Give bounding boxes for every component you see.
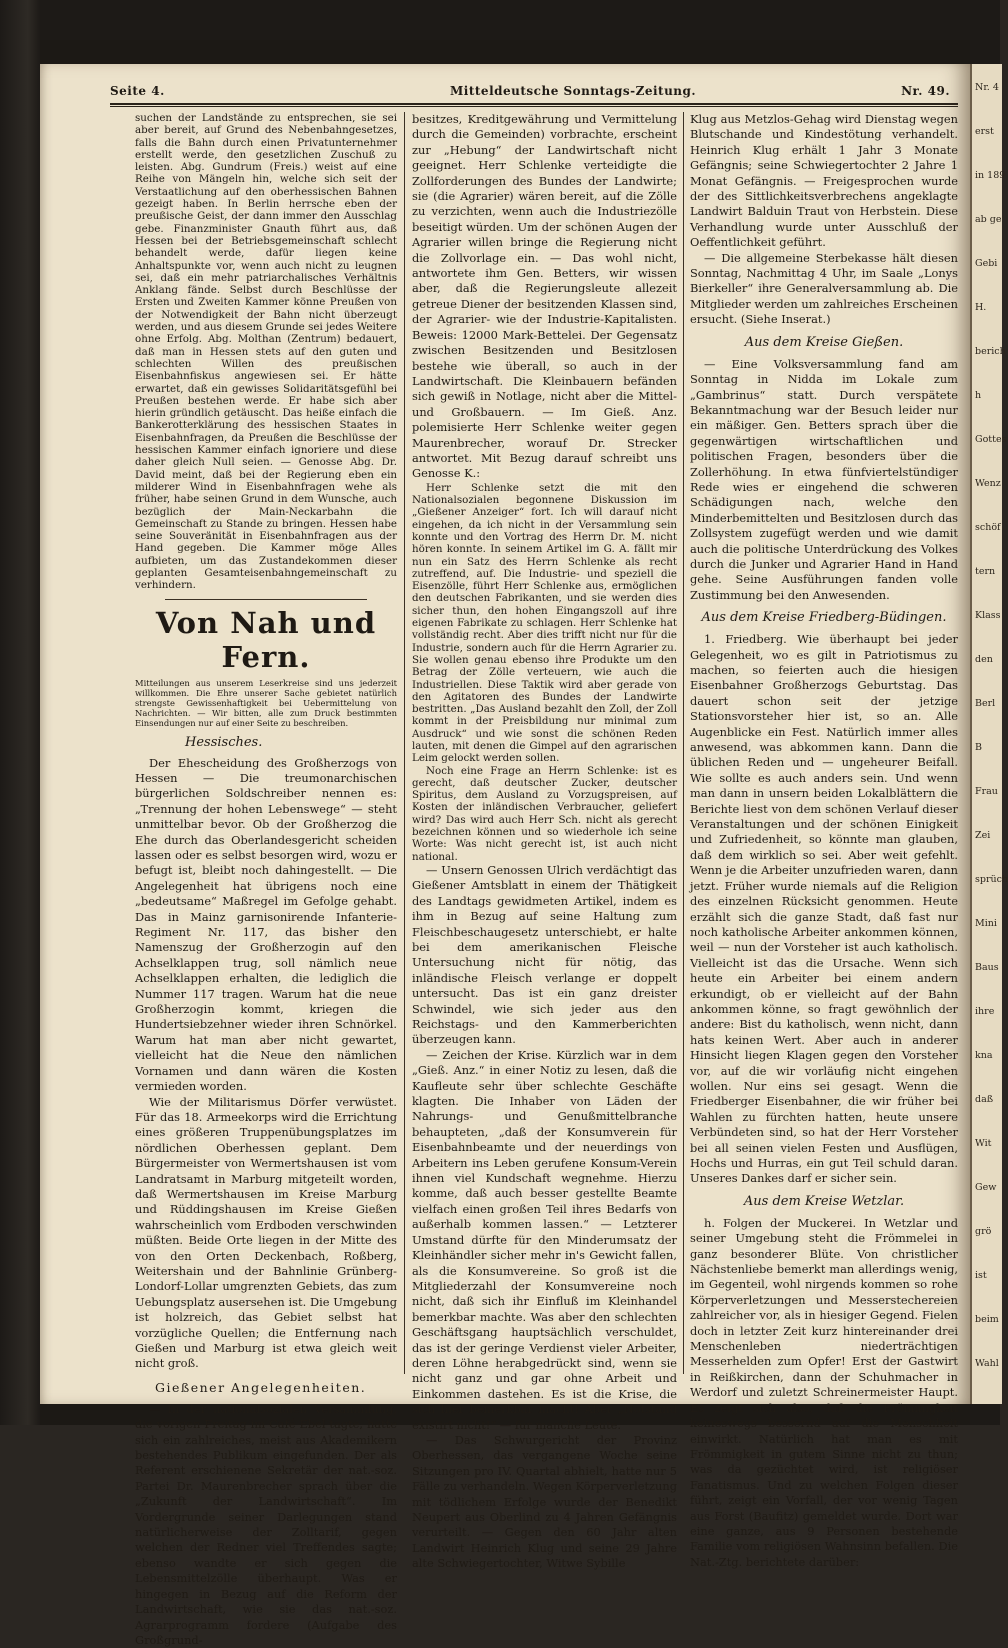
- subsection-heading: Gießener Angelegenheiten.: [155, 1379, 367, 1395]
- adjacent-page-fragment: Frau: [975, 786, 998, 797]
- adjacent-page-fragment: ihre: [975, 1006, 995, 1017]
- header-rule: [110, 103, 958, 105]
- article-text: — Das Schwurgericht der Provinz Oberhessen, das vergangene Woche seine Sitzungen pro IV. Quartal abhielt, hatte nur 5 Fälle zu verhandeln. Wegen Körperverletzung mit tödlichem Erfolge wurde der Benedikt Neupert aus Oberlind zu 4 Jahren Gefängnis verurteilt. — Gegen den 60 Jahr alten Landwirt Heinrich Klug und seine 29 Jahre alte Schwiegertochter, Witwe Sybille: [412, 1432, 677, 1571]
- column-rule-2: [683, 112, 684, 1374]
- article-text: suchen der Landstände zu entsprechen, sie sei aber bereit, auf Grund des Nebenbahngesetzes, falls die Bahn durch einen Privatunternehmer erstellt werde, den gesetzlichen Zuschuß zu leisten. Abg. Gundrum (Freis.) weist auf eine Reihe von Mängeln hin, welche sich seit der Verstaatlichung auf den oberhessischen Bahnen gezeigt haben. In Berlin herrsche eben der preußische Geist, der dann immer den Ausschlag gebe. Finanzminister Gnauth führt aus, daß Hessen bei der Betriebsgemeinschaft schlecht behandelt werde, dafür liegen keine Anhaltspunkte vor, wenn auch nicht zu leugnen sei, daß ein mehr patriarchalisches Verhältnis Anklang fände. Selbst durch Beschlüsse der Ersten und Zweiten Kammer könne Preußen von der Notwendigkeit der Bahn nicht überzeugt werden, und aus diesem Grunde sei jedes Weitere ohne Erfolg. Abg. Molthan (Zentrum) bedauert, daß man in Hessen stets auf den guten und schlechten Willen des preußischen Eisenbahnfiskus angewiesen sei. Er hätte erwartet, daß ein gewisses Solidaritätsgefühl bei Preußen bestehen werde. Er habe sich aber hierin gründlich getäuscht. Das heiße einfach die Bankerotterklärung des hessischen Staates in Eisenbahnfragen, da Preußen die Beschlüsse der hessischen Kammer einfach ignoriere und diese daher gleich Null seien. — Genosse Abg. Dr. David meint, daß bei der Regierung eben ein milderer Wind in Eisenbahnfragen wehe als früher, habe seinen Grund in dem Wunsche, auch bezüglich der Main-Neckarbahn die Gemeinschaft zu Stande zu bringen. Hessen habe seine Souveränität in Eisenbahnfragen aus der Hand gegeben. Die Kammer möge Alles aufbieten, um das Zustandekommen dieser geplanten Gesamteisenbahngemeinschaft zu verhindern.: [135, 112, 397, 592]
- adjacent-page-fragment: Wenz: [975, 478, 1001, 489]
- adjacent-page-fragment: den: [975, 654, 993, 665]
- adjacent-page-strip: [970, 64, 1008, 1404]
- adjacent-page-fragment: schöf: [975, 522, 1001, 533]
- article-text: h. Folgen der Muckerei. In Wetzlar und seiner Umgebung steht die Frömmelei in ganz besonderer Blüte. Von christlicher Nächstenliebe bemerkt man allerdings wenig, im Gegenteil, wohl nirgends kommen so rohe Körperverletzungen und Messerstechereien zahlreicher vor, als in hiesiger Gegend. Fielen doch in letzter Zeit kurz hintereinander drei Menschenleben niederträchtigen Messerhelden zum Opfer! Erst der Gastwirt in Reißkirchen, dann der Schuhmacher in Werdorf und zuletzt Schreinermeister Haupt. Es zeigt sich also, daß die Frömmigkeit keineswegs bessernd auf die Menschheit einwirkt. Natürlich hat man es mit Frömmigkeit in gutem Sinne nicht zu thun; was da gezüchtet wird, ist religiöser Fanatismus. Und zu welchen Folgen dieser führt, zeigt ein Vorfall, der vor wenig Tagen aus Forst (Baufitz) gemeldet wurde. Dort war eine ganze, aus 9 Personen bestehende Familie vom religiösen Wahnsinn befallen. Die Nat.-Ztg. berichtete darüber:: [690, 1215, 958, 1569]
- page-header: [110, 84, 960, 100]
- adjacent-page-fragment: Gebi: [975, 258, 998, 269]
- article-text: 1. Friedberg. Wie überhaupt bei jeder Gelegenheit, wo es gilt in Patriotismus zu machen, so feierten auch die hiesigen Eisenbahner Großherzogs Geburtstag. Das dauert schon seit der jetzige Stationsvorsteher hier ist, so an. Alle Augenblicke ein Fest. Natürlich immer alles anwesend, was abkommen kann. Dann die üblichen Reden und — ungeheurer Beifall. Wie sollte es auch anders sein. Und wenn man dann in unsern beiden Lokalblättern die Berichte liest von dem schönen Verlauf dieser Veranstaltungen und der schönen Einigkeit und Zufriedenheit, so könnte man glauben, daß dem wirklich so sei. Aber weit gefehlt. Wenn je die Arbeiter unzufrieden waren, dann jetzt. Früher wurde niemals auf die Religion des einzelnen Rücksicht genommen. Heute erzählt sich die ganze Stadt, daß fast nur noch katholische Arbeiter ankommen können, weil — nun der Vorsteher ist auch katholisch. Vielleicht ist das die Ursache. Wenn sich heute ein Arbeiter bei einem andern erkundigt, ob er vielleicht auf der Bahn ankommen könne, so fragt gewöhnlich der andere: Bist du katholisch, wenn nicht, dann hats keinen Wert. Aber auch in anderer Hinsicht liegen Klagen gegen den Vorsteher vor, auf die wir vorläufig nicht eingehen wollen. Nur eins sei gesagt. Wenn die Friedberger Eisenbahner, die wir früher bei Wahlen zu fürchten hatten, heute unsere Verbündeten sind, so hat der Herr Vorsteher bei all seinen vielen Festen und Ausflügen, Hochs und Hurras, ein gut Teil schuld daran. Unseres Dankes darf er sicher sein.: [690, 632, 958, 1186]
- newspaper-title: Mitteldeutsche Sonntags-Zeitung.: [450, 84, 697, 98]
- adjacent-page-fragment: kna: [975, 1050, 993, 1061]
- adjacent-page-fragment: Wit: [975, 1138, 992, 1149]
- article-text: — Eine Volksversammlung fand am Sonntag in Nidda im Lokale zum „Gambrinus“ statt. Durch verspätete Bekanntmachung war der Besuch leider nur ein mäßiger. Gen. Betters sprach über die gegenwärtigen wirtschaftlichen und politischen Fragen, besonders über die Zollerhöhung. In etwa fünfviertelstündiger Rede wies er eingehend die schweren Schädigungen nach, welche den Minderbemittelten und Besitzlosen durch das Zollsystem zugefügt werden und wie damit auch die politische Unterdrückung des Volkes durch die Junker und Agrarier Hand in Hand gehe. Seine Ausführungen fanden volle Zustimmung bei den Anwesenden.: [690, 356, 958, 602]
- article-text: Klug aus Metzlos-Gehag wird Dienstag wegen Blutschande und Kindestötung verhandelt. Heinrich Klug erhält 1 Jahr 3 Monate Gefängnis; seine Schwiegertochter 2 Jahre 1 Monat Gefängnis. — Freigesprochen wurde der des Sittlichkeitsverbrechens angeklagte Landwirt Balduin Traut von Herbstein. Diese Verhandlung wurde unter Ausschluß der Oeffentlichkeit geführt.: [690, 112, 958, 250]
- adjacent-page-fragment: beim: [975, 1314, 999, 1325]
- adjacent-page-fragment: in 189: [975, 170, 1006, 181]
- subsection-heading: Aus dem Kreise Wetzlar.: [743, 1193, 905, 1209]
- subsection-heading: Hessisches.: [185, 734, 263, 750]
- column-1: [135, 112, 397, 1647]
- section-divider: [165, 599, 367, 600]
- header-rule-thin: [110, 106, 958, 107]
- article-text: — Die allgemeine Sterbekasse hält diesen Sonntag, Nachmittag 4 Uhr, im Saale „Lonys Bierkeller“ ihre Generalversammlung ab. Die Mitglieder werden um zahlreiches Erscheinen ersucht. (Siehe Inserat.): [690, 250, 958, 327]
- adjacent-page-fragment: Zei: [975, 830, 991, 841]
- adjacent-page-fragment: Baus: [975, 962, 999, 973]
- adjacent-page-fragment: h: [975, 390, 982, 401]
- issue-number: Nr. 49.: [901, 84, 950, 98]
- article-text: — Unsern Genossen Ulrich verdächtigt das Gießener Amtsblatt in einem der Thätigkeit des Landtags gewidmeten Artikel, indem es ihm in Bezug auf seine Haltung zum Fleischbeschaugesetz unterschiebt, er halte bei dem amerikanischen Fleische Untersuchung nicht für nötig, das inländische Fleisch verlange er doppelt untersucht. Das ist ein ganz dreister Schwindel, wie sich jeder aus den Reichstags- und den Kammerberichten überzeugen kann.: [412, 862, 677, 1047]
- adjacent-page-fragment: ab ge: [975, 214, 1002, 225]
- adjacent-page-fragment: berich: [975, 346, 1006, 357]
- column-rule-1: [404, 112, 405, 1374]
- adjacent-page-fragment: tern: [975, 566, 996, 577]
- adjacent-page-fragment: ist: [975, 1270, 987, 1281]
- article-text: — Zeichen der Krise. Kürzlich war in dem „Gieß. Anz.“ in einer Notiz zu lesen, daß die Kaufleute sehr über schlechte Geschäfte klagten. Die Inhaber von Läden der Nahrungs- und Genußmittelbranche behaupteten, „daß der Konsumverein für Eisenbahnbeamte und der neuerdings von Arbeitern ins Leben gerufene Konsum-Verein ihnen viel Kundschaft wegnehme. Hierzu komme, daß auch besser gestellte Beamte vielfach einen großen Teil ihres Bedarfs von außerhalb kommen lassen.“ — Letzterer Umstand dürfte für den Minderumsatz der Kleinhändler sicher mehr in's Gewicht fallen, als die Konsumvereine. So groß ist die Mitgliederzahl der Konsumvereine noch nicht, daß sich ihr Einfluß im Kleinhandel bemerkbar machte. Was aber den schlechten Geschäftsgang hauptsächlich verschuldet, das ist der geringe Verdienst vieler Arbeiter, deren Löhne herabgedrückt sind, wenn sie nicht ganz und gar ohne Arbeit und Einkommen dastehen. Es ist die Krise, die sich hier bemerkbar macht! Aber „Notstand existirt nicht!“ — für manche Leute.: [412, 1047, 677, 1432]
- article-text: Wie der Militarismus Dörfer verwüstet. Für das 18. Armeekorps wird die Errichtung eines größeren Truppenübungsplatzes im nördlichen Oberhessen geplant. Dem Bürgermeister von Wermertshausen ist vom Landratsamt in Marburg mitgeteilt worden, daß Wermertshausen im Kreise Marburg und Rüddingshausen im Kreise Gießen wahrscheinlich vom Erdboden verschwinden müßten. Beide Orte liegen in der Mitte des von den Orten Deckenbach, Roßberg, Weitershain und der Bahnlinie Grünberg-Londorf-Lollar umgrenzten Gebiets, das zum Uebungsplatz ausersehen ist. Die Umgebung ist holzreich, das Gebiet selbst hat vorzügliche Quellen; die Entfernung nach Gießen und Marburg ist etwa gleich weit nicht groß.: [135, 1094, 397, 1371]
- column-3: [690, 112, 958, 1569]
- adjacent-page-fragment: daß: [975, 1094, 994, 1105]
- adjacent-page-fragment: Berl: [975, 698, 996, 709]
- adjacent-page-fragment: Klass: [975, 610, 1001, 621]
- adjacent-page-fragment: grö: [975, 1226, 992, 1237]
- subsection-heading: Aus dem Kreise Gießen.: [744, 334, 904, 350]
- book-edge-top: [40, 40, 970, 64]
- adjacent-page-fragment: Wahl: [975, 1358, 999, 1369]
- article-text: besitzes, Kreditgewährung und Vermittelung durch die Gemeinden) vorbrachte, erscheint zur „Hebung“ der Landwirtschaft nicht geeignet. Herr Schlenke verteidigte die Zollforderungen des Bundes der Landwirte; sie (die Agrarier) wären bereit, auf die Zölle zu verzichten, wenn auch die Industriezölle beseitigt würden. Um der schönen Augen der Agrarier willen bringe die Regierung nicht die Zollvorlage ein. — Das wohl nicht, antwortete ihm Gen. Betters, wir wissen aber, daß die Regierungsleute allezeit getreue Diener der besitzenden Klassen sind, der Agrarier- wie der Industrie-Kapitalisten. Beweis: 12000 Mark-Bettelei. Der Gegensatz zwischen Besitzenden und Besitzlosen bestehe wie überall, so auch in der Landwirtschaft. Die Kleinbauern befänden sich gewiß in Notlage, nicht aber die Mittel- und Großbauern. — Im Gieß. Anz. polemisierte Herr Schlenke weiter gegen Maurenbrecher, worauf Dr. Strecker antwortet. Mit Bezug darauf schreibt uns Genosse K.:: [412, 112, 677, 481]
- subsection-heading: Aus dem Kreise Friedberg-Büdingen.: [701, 610, 947, 626]
- quoted-letter: Noch eine Frage an Herrn Schlenke: ist es gerecht, daß deutscher Zucker, deutscher Spiritus, dem Ausland zu Vorzugspreisen, auf Kosten der inländischen Verbraucher, geliefert wird? Das wird auch Herr Sch. nicht als gerecht bezeichnen können und so wiederhole ich seine Worte: Was nicht gerecht ist, ist auch nicht national.: [412, 764, 677, 863]
- section-title: Von Nah und Fern.: [155, 605, 377, 674]
- column-2: [412, 112, 677, 1571]
- adjacent-page-fragment: H.: [975, 302, 987, 313]
- adjacent-page-fragment: Gew: [975, 1182, 997, 1193]
- quoted-letter: Herr Schlenke setzt die mit den Nationalsozialen begonnene Diskussion im „Gießener Anzeiger“ fort. Ich will darauf nicht eingehen, da ich nicht in der Versammlung sein konnte und den Vortrag des Herrn Dr. M. nicht hören konnte. In seinem Artikel im G. A. fällt mir nun ein Satz des Herrn Schlenke als recht zutreffend, auf. Die Industrie- und speziell die Eisenzölle, führt Herr Schlenke aus, ermöglichen den deutschen Fabrikanten, und sie werden dies sicher thun, den hohen Eingangszoll auf ihre eigenen Fabrikate zu schlagen. Herr Schlenke hat vollständig recht. Aber dies trifft nicht nur für die Industrie, sondern auch für die Herrn Agrarier zu. Sie wollen genau ebenso ihre Produkte um den Betrag der Zölle verteuern, wie auch die Industriellen. Diese Taktik wird aber gerade von den Agitatoren des Bundes der Landwirte bestritten. „Das Ausland bezahlt den Zoll, der Zoll kommt in der Preisbildung nur minimal zum Ausdruck“ und wie sonst die schönen Reden lauten, mit denen die Gimpel auf den agrarischen Leim gelockt werden sollen.: [412, 481, 677, 765]
- adjacent-page-fragment: Gottes: [975, 434, 1007, 445]
- page-number: Seite 4.: [110, 84, 165, 98]
- article-text: — In der nationalsozialen Versammlung, die vorigen Freitag im Café Ebel tagte, hatte sich ein zahlreiches, meist aus Akademikern bestehendes Publikum eingefunden. Der als Referent erschienene Sekretär der nat.-soz. Partei Dr. Maurenbrecher sprach über die „Zukunft der Landwirtschaft“. Im Vordergrunde seiner Darlegungen stand natürlicherweise der Zolltarif, gegen welchen der Redner viel Treffendes sagte; ebenso wandte er sich gegen die Lebensmittelzölle überhaupt. Was er hingegen in Bezug auf die Reform der Landwirtschaft, wie sie das nat.-soz. Agrarprogramm fordere (Aufgabe des Großgrund-: [135, 1401, 397, 1647]
- adjacent-page-fragment: Nr. 4: [975, 82, 999, 93]
- adjacent-page-fragment: Mini: [975, 918, 997, 929]
- adjacent-page-fragment: sprüch: [975, 874, 1008, 885]
- adjacent-page-fragment: B: [975, 742, 982, 753]
- editorial-note: Mitteilungen aus unserem Leserkreise sind uns jederzeit willkommen. Die Ehre unserer Sache gebietet natürlich strengste Gewissenhaftigkeit bei Uebermittelung von Nachrichten. — Wir bitten, alle zum Druck bestimmten Einsendungen nur auf einer Seite zu beschreiben.: [135, 677, 397, 728]
- adjacent-page-fragment: erst: [975, 126, 994, 137]
- article-text: Der Ehescheidung des Großherzogs von Hessen — Die treumonarchischen bürgerlichen Soldschreiber nennen es: „Trennung der hohen Lebenswege“ — steht unmittelbar bevor. Ob der Großherzog die Ehe durch das Oberlandesgericht scheiden lassen oder es selbst besorgen wird, wozu er befugt ist, bleibt noch dahingestellt. — Die Angelegenheit hat übrigens noch eine „bedeutsame“ Maßregel im Gefolge gehabt. Das in Mainz garnisonirende Infanterie-Regiment Nr. 117, das bisher den Namenszug der Großherzogin auf den Achselklappen trug, soll nämlich neue Achselklappen erhalten, die lediglich die Nummer 117 tragen. Warum hat die neue Großherzogin kommt, kriegen die Hundertsiebzehner wieder ihren Schnörkel. Warum hat man aber nicht gewartet, vielleicht hat die Neue den nämlichen Vornamen und dann wären die Kosten vermieden worden.: [135, 755, 397, 1094]
